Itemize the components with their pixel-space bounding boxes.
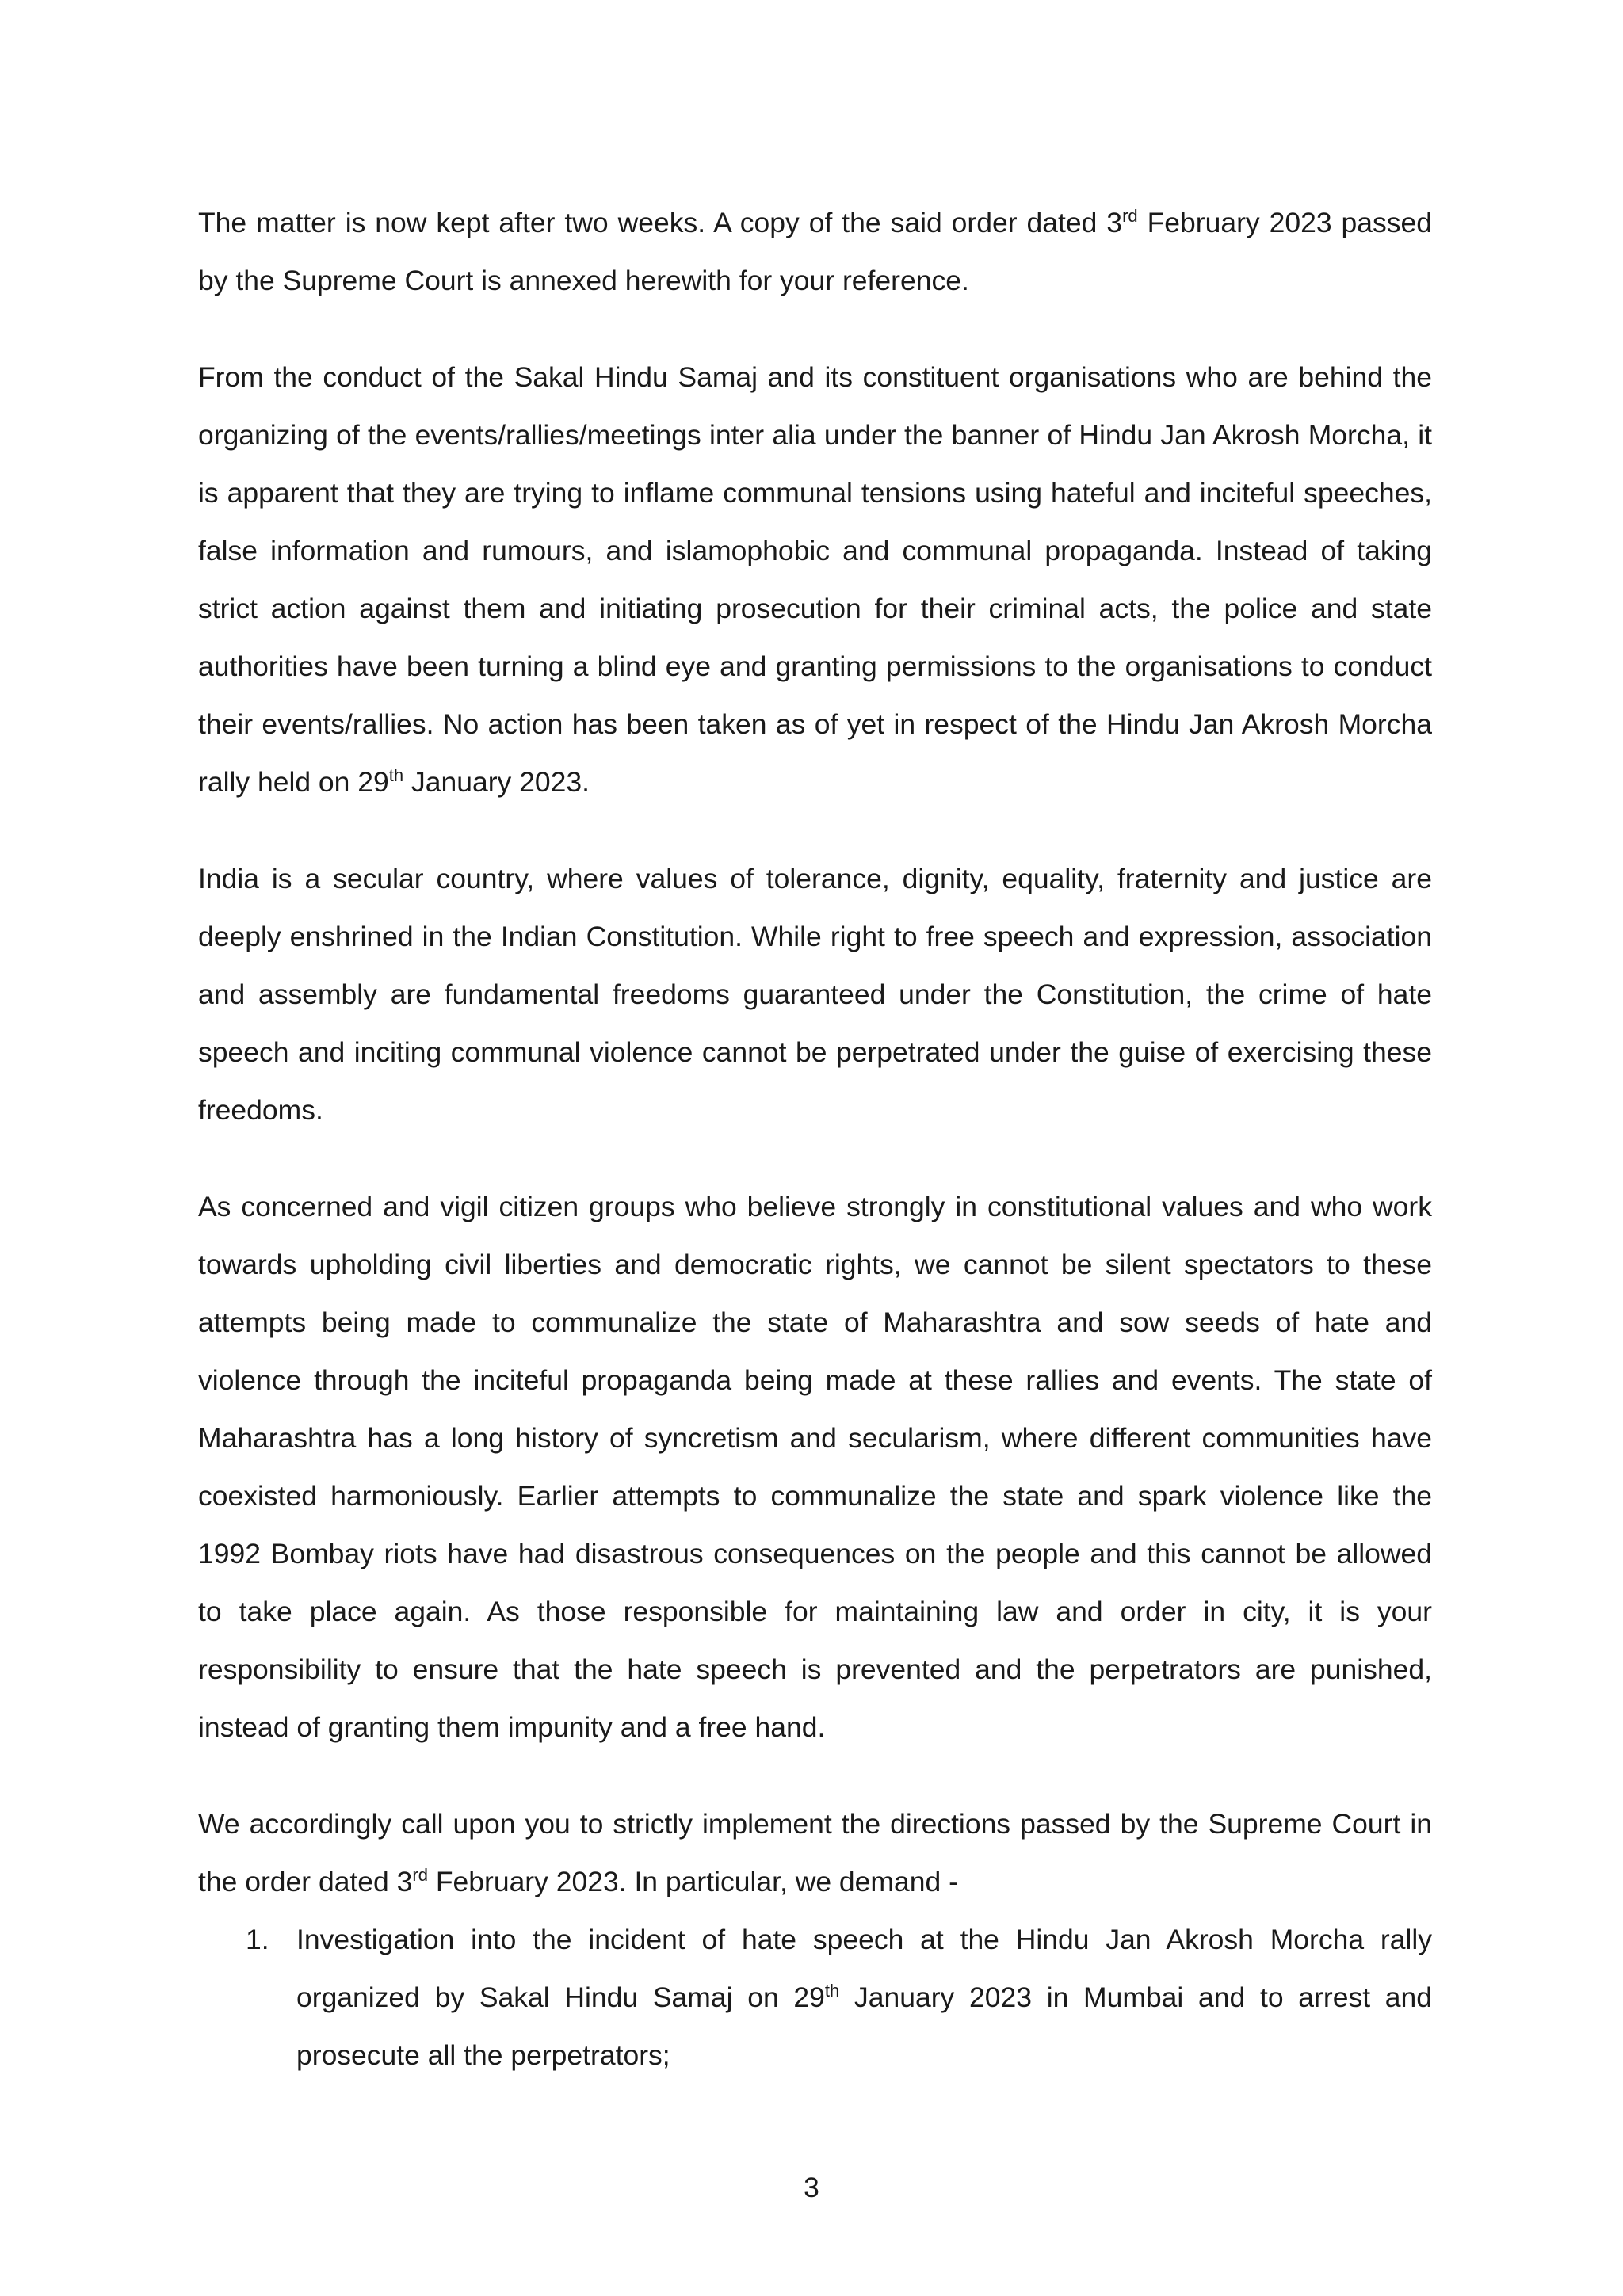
paragraph-text: February 2023 passed by the Supreme Court is annexed herewith for your reference. [198, 207, 1432, 296]
paragraph-order-annexed [198, 194, 1432, 310]
paragraph-text: We accordingly call upon you to strictly implement the directions passed by the Supreme Court in the order dated 3 [198, 1808, 1432, 1897]
ordinal-suffix: rd [1122, 206, 1138, 227]
paragraph-text: February 2023. In particular, we demand - [427, 1866, 958, 1897]
demand-text: January 2023 in Mumbai and to arrest and prosecute all the perpetrators; [296, 1981, 1433, 2071]
paragraph-citizen-groups: As concerned and vigil citizen groups who believe strongly in constitutional values and who work towards upholding civil liberties and democratic rights, we cannot be silent spectators to these attempts being made to communalize the state of Maharashtra and sow seeds of hate and violence through the inciteful propaganda being made at these rallies and events. The state of Maharashtra has a long history of syncretism and secularism, where different communities have coexisted harmoniously. Earlier attempts to communalize the state and spark violence like the 1992 Bombay riots have had disastrous consequences on the people and this cannot be allowed to take place again. As those responsible for maintaining law and order in city, it is your responsibility to ensure that the hate speech is prevented and the perpetrators are punished, instead of granting them impunity and a free hand. [198, 1191, 1432, 1743]
paragraph-call-upon [198, 1795, 1432, 1911]
page-number: 3 [804, 2172, 819, 2203]
demand-item [246, 1911, 1433, 2084]
paragraph-conduct [198, 349, 1432, 811]
paragraph-text: The matter is now kept after two weeks. A copy of the said order dated 3 [198, 207, 1123, 238]
ordinal-suffix: rd [412, 1865, 428, 1886]
list-number: 1. [246, 1924, 269, 1955]
paragraph-text: January 2023. [403, 766, 590, 798]
demands-list [198, 1911, 1432, 2084]
paragraph-secular-country: India is a secular country, where values of tolerance, dignity, equality, fraternity and justice are deeply enshrined in the Indian Constitution. While right to free speech and expression, association and assembly are fundamental freedoms guaranteed under the Constitution, the crime of hate speech and inciting communal violence cannot be perpetrated under the guise of exercising these freedoms. [198, 863, 1432, 1126]
document-body [198, 194, 1432, 2084]
paragraph-text: From the conduct of the Sakal Hindu Samaj and its constituent organisations who are behind the organizing of the events/rallies/meetings inter alia under the banner of Hindu Jan Akrosh Morcha, it is apparent that they are trying to inflame communal tensions using hateful and inciteful speeches, false information and rumours, and islamophobic and communal propaganda. Instead of taking strict action against them and initiating prosecution for their criminal acts, the police and state authorities have been turning a blind eye and granting permissions to the organisations to conduct their events/rallies. No action has been taken as of yet in respect of the Hindu Jan Akrosh Morcha rally held on 29 [198, 361, 1432, 798]
demand-text: Investigation into the incident of hate speech at the Hindu Jan Akrosh Morcha rally organized by Sakal Hindu Samaj on 29 [296, 1924, 1432, 2013]
ordinal-suffix: th [388, 765, 404, 786]
ordinal-suffix: th [824, 1981, 840, 2001]
